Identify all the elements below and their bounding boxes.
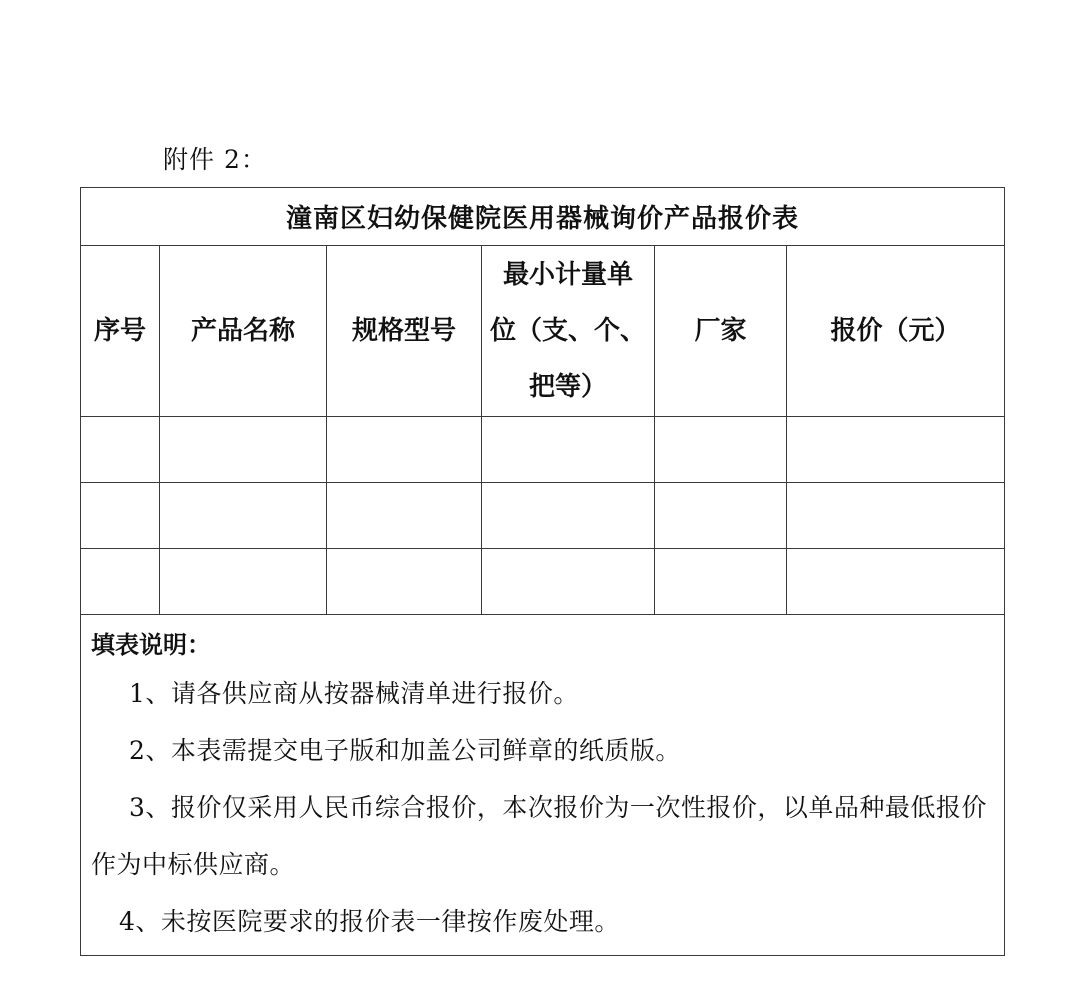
- table-cell: [81, 549, 160, 615]
- header-row: [81, 246, 1005, 417]
- header-manufacturer: 厂家: [655, 246, 787, 417]
- table-cell: [81, 483, 160, 549]
- table-cell: [655, 549, 787, 615]
- table-cell: [327, 549, 482, 615]
- table-cell: [160, 549, 327, 615]
- note-item-3: 3、报价仅采用人民币综合报价，本次报价为一次性报价，以单品种最低报价作为中标供应商。: [91, 793, 987, 879]
- table-cell: [160, 417, 327, 483]
- table-cell: [787, 417, 1005, 483]
- table-row: [81, 417, 1005, 483]
- table-row: [81, 483, 1005, 549]
- table-cell: [327, 483, 482, 549]
- header-minimum-unit-line-1: 最小计量单: [502, 260, 633, 290]
- header-minimum-unit: [482, 246, 655, 417]
- table-cell: [482, 549, 655, 615]
- quotation-table: [80, 187, 1005, 956]
- note-item-1: 1、请各供应商从按器械清单进行报价。: [129, 679, 579, 708]
- table-title: 潼南区妇幼保健院医用器械询价产品报价表: [81, 188, 1005, 246]
- header-serial-number: 序号: [81, 246, 160, 417]
- table-row: [81, 549, 1005, 615]
- header-minimum-unit-line-3: 把等）: [528, 372, 607, 402]
- header-product-name: 产品名称: [160, 246, 327, 417]
- header-minimum-unit-line-2: 位（支、个、: [489, 316, 646, 346]
- header-specification-model: 规格型号: [327, 246, 482, 417]
- note-item-2: 2、本表需提交电子版和加盖公司鲜章的纸质版。: [129, 736, 681, 765]
- table-cell: [81, 417, 160, 483]
- header-quoted-price: 报价（元）: [787, 246, 1005, 417]
- table-cell: [482, 417, 655, 483]
- table-cell: [160, 483, 327, 549]
- note-item-4: 4、未按医院要求的报价表一律按作废处理。: [119, 907, 620, 936]
- notes-title: 填表说明：: [91, 630, 211, 659]
- table-cell: [787, 483, 1005, 549]
- table-cell: [655, 483, 787, 549]
- table-cell: [327, 417, 482, 483]
- table-cell: [787, 549, 1005, 615]
- notes-section: [81, 615, 1005, 956]
- attachment-label: 附件 2：: [163, 145, 267, 174]
- table-cell: [482, 483, 655, 549]
- table-cell: [655, 417, 787, 483]
